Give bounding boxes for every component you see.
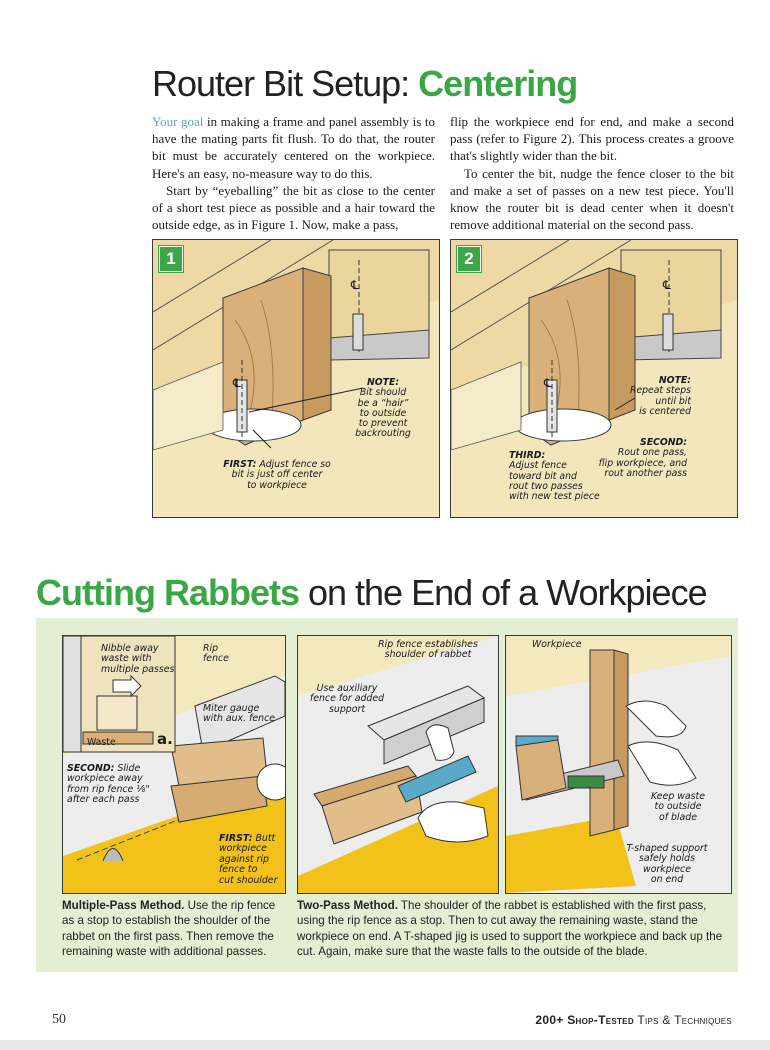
first-text: Adjust fence so bit is just off center to workpiece [231,459,331,491]
third-text: Adjust fence toward bit and rout two passes with new test piece [509,460,600,503]
figure-multiple-pass [62,635,286,894]
intro-paragraph-4: To center the bit, nudge the fence closer to the bit and make a set of passes on a new test piece. You'll know the router bit is dead center when it doesn't remove additional material on the second pass. [450,165,734,233]
second-label: SECOND: [640,437,687,448]
book-title-rest: Tips & Techniques [633,1013,732,1027]
title-accent-part: Centering [418,63,578,104]
inset-letter: a. [157,730,173,748]
caption-text: Use the rip fence as a stop to establish the shoulder of the rabbet on the first pass. Then remove the remaining waste with additional passes. [62,899,276,959]
title-accent-part: Cutting Rabbets [36,572,299,613]
caption-multiple-pass [62,898,286,960]
page-number: 50 [52,1012,66,1027]
waste-label: Waste [87,737,116,748]
rip-fence-callout: Rip fence establishes shoulder of rabbet [378,639,478,661]
centerline-symbol: ℄ [351,278,359,292]
intro-paragraph-2: Start by “eyeballing” the bit as close to the center of a short test piece as possible and a hair toward the outside edge, as in Figure 1. Now, make a pass, [152,182,435,233]
first-text: Butt workpiece against rip fence to cut shoulder [219,833,278,886]
lead-in-words: Your goal [152,114,204,129]
running-footer-title [440,1013,732,1027]
note-callout [333,378,433,440]
note-text: Repeat steps until bit is centered [629,385,691,417]
miter-gauge-callout: Miter gauge with aux. fence [203,703,275,725]
third-label: THIRD: [509,450,546,461]
note-label: NOTE: [366,377,400,388]
second-step-callout [67,764,150,806]
note-text: Bit should be a “hair” to outside to prevent backrouting [355,387,411,440]
third-step-callout [509,451,619,502]
intro-left-column [152,113,435,233]
intro-paragraph-3: flip the workpiece end for end, and make a second pass (refer to Figure 2). This process creates a groove that's slightly wider than the bit. [450,114,734,164]
figure-2-router-table [450,239,738,518]
t-shaped-support-callout: T-shaped support safely holds workpiece on end [626,843,708,886]
section-title-cutting-rabbets [36,570,707,616]
title-plain-part: Router Bit Setup: [152,63,410,104]
figure-number-badge: 2 [457,246,481,272]
caption-two-pass [297,898,729,960]
centerline-symbol: ℄ [544,376,552,390]
caption-title: Two-Pass Method. [297,899,398,912]
centerline-symbol: ℄ [663,278,671,292]
book-title-bold: 200+ Shop-Tested [535,1013,634,1027]
workpiece-callout: Workpiece [532,639,582,650]
figure-4-illustration [298,636,498,893]
second-label: SECOND: [67,763,115,774]
second-text: Rout one pass, flip workpiece, and rout another pass [598,447,687,479]
first-label: FIRST: [219,833,253,844]
first-step-callout [219,834,277,886]
caption-title: Multiple-Pass Method. [62,899,185,912]
section-title-router-bit-setup [152,62,577,106]
auxiliary-fence-callout: Use auxiliary fence for added support [309,683,385,715]
caption-text: The shoulder of the rabbet is established with the first pass, using the rip fence as a stop. Then to cut away the remaining waste, stand the workpiece on end. A T-shaped jig is used to support the workpiece and back up the cut. Again, make sure that the waste falls to the outside of the blade. [297,899,723,959]
figure-rip-fence-shoulder [297,635,499,894]
intro-paragraph-1 [152,113,435,182]
nibble-waste-callout: Nibble away waste with multiple passes [101,643,175,675]
centerline-symbol: ℄ [233,376,241,390]
rip-fence-callout: Rip fence [203,643,229,665]
figure-t-shaped-support [505,635,732,894]
title-plain-part: on the End of a Workpiece [298,572,707,613]
figure-1-router-table [152,239,440,518]
note-callout [601,376,691,417]
note-label: NOTE: [658,375,691,386]
first-step-callout [215,460,339,491]
intro-right-column [450,113,734,233]
keep-waste-callout: Keep waste to outside of blade [650,791,706,823]
paragraph-text: in making a frame and panel assembly is to have the mating parts fit flush. To do that, the router bit must be accurately centered on the workpiece. Here's an easy, no-measure way to do this. [152,114,435,181]
second-text: Slide workpiece away from rip fence ⅛" after each pass [67,763,150,806]
page-bottom-edge [0,1040,770,1050]
figure-number-badge: 1 [159,246,183,272]
first-label: FIRST: [223,459,257,470]
